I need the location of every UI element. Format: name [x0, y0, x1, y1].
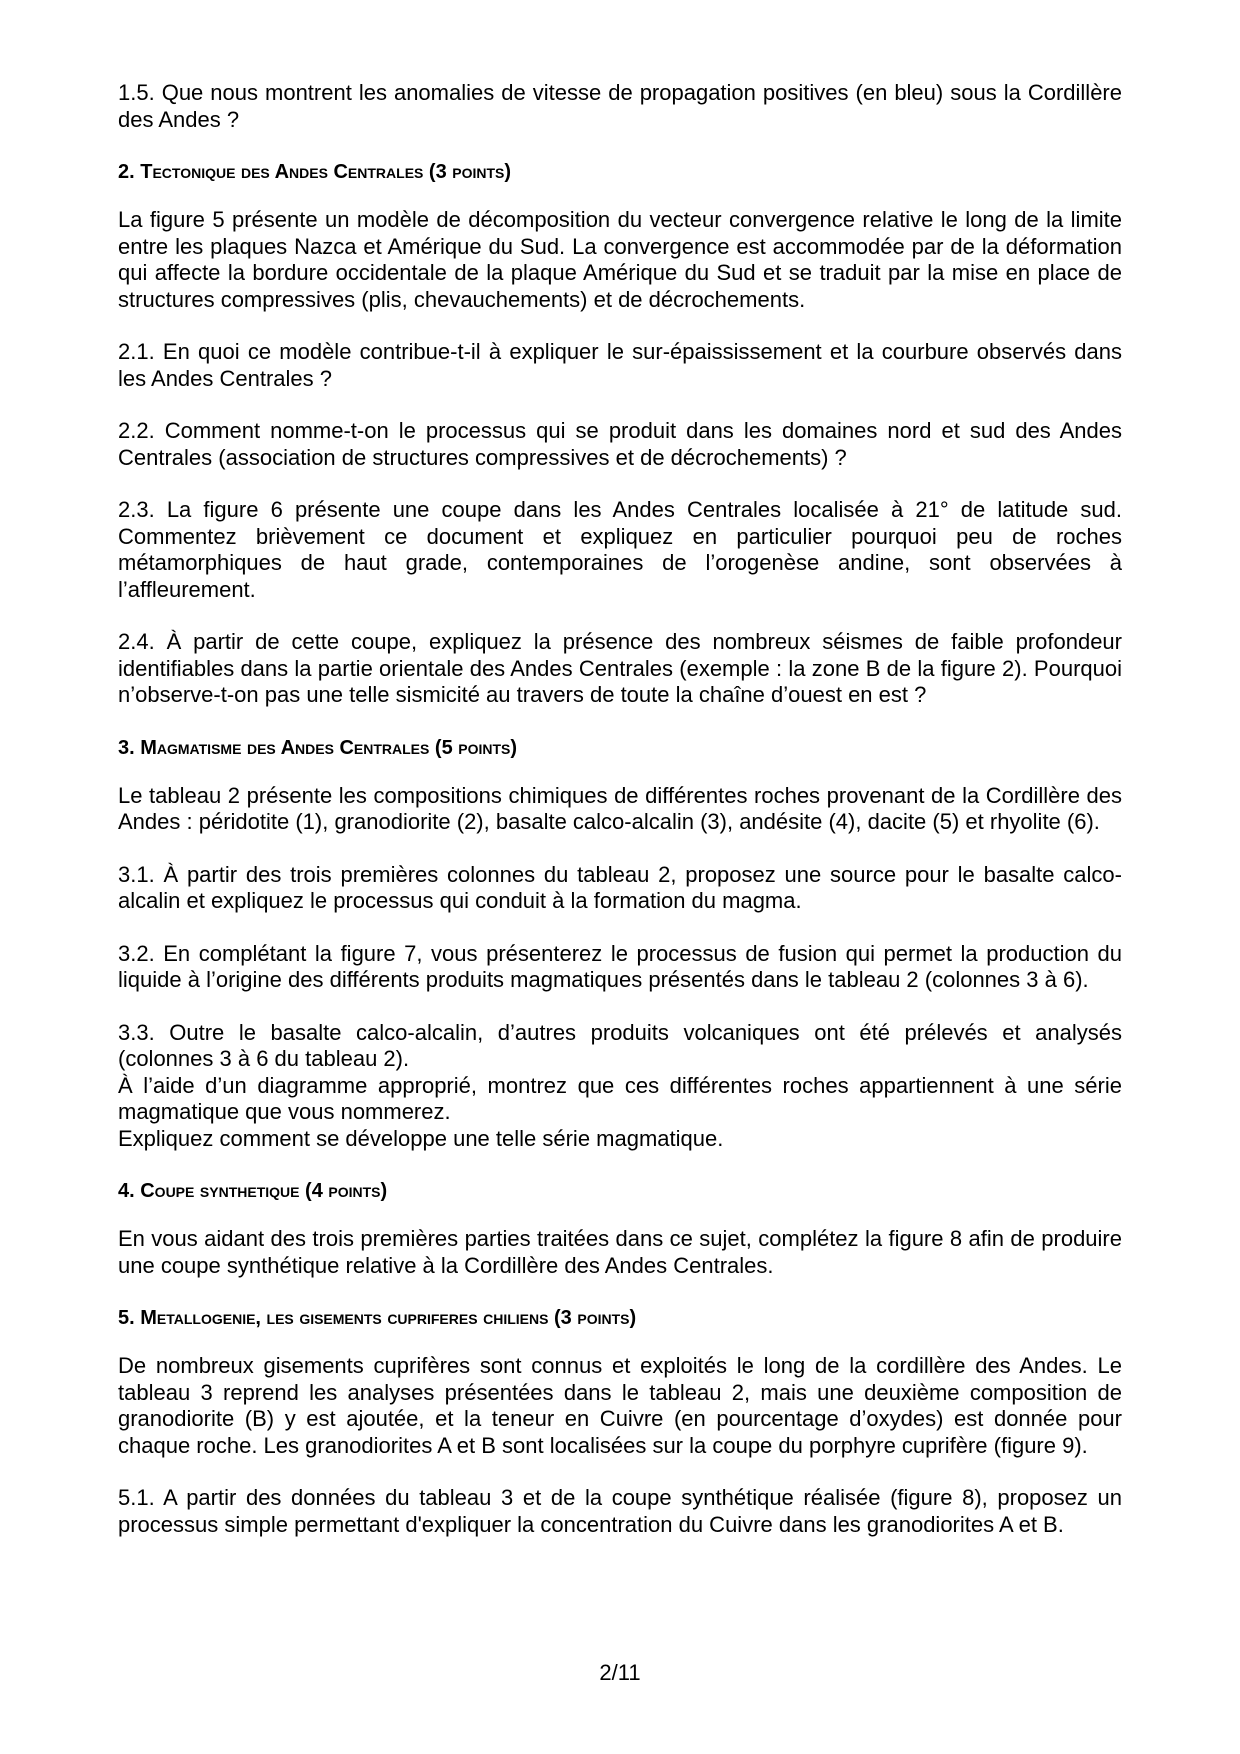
question-2-3: 2.3. La figure 6 présente une coupe dans les Andes Centrales localisée à 21° de latitude sud. Commentez brièvement ce document et expliquez en particulier pourquoi peu de roches métamorphiques de haut grade, contemporaines de l’orogenèse andine, sont observées à l’affleurement.: [118, 497, 1122, 602]
question-3-1: 3.1. À partir des trois premières colonnes du tableau 2, proposez une source pour le basalte calco-alcalin et expliquez le processus qui conduit à la formation du magma.: [118, 861, 1122, 913]
question-3-2: 3.2. En complétant la figure 7, vous présenterez le processus de fusion qui permet la production du liquide à l’origine des différents produits magmatiques présentés dans le tableau 2 (colonnes 3 à 6).: [118, 940, 1122, 992]
question-2-1: 2.1. En quoi ce modèle contribue-t-il à expliquer le sur-épaississement et la courbure observés dans les Andes Centrales ?: [118, 339, 1122, 391]
section-3-heading: 3. Magmatisme des Andes Centrales (5 points): [118, 736, 518, 759]
section-2-intro: La figure 5 présente un modèle de décomposition du vecteur convergence relative le long de la limite entre les plaques Nazca et Amérique du Sud. La convergence est accommodée par de la déformation qui affecte la bordure occidentale de la plaque Amérique du Sud et se traduit par la mise en place de structures compressives (plis, chevauchements) et de décrochements.: [118, 207, 1122, 312]
question-2-4: 2.4. À partir de cette coupe, expliquez la présence des nombreux séismes de faible profondeur identifiables dans la partie orientale des Andes Centrales (exemple : la zone B de la figure 2). Pourquoi n’observe-t-on pas une telle sismicité au travers de toute la chaîne d’ouest en est ?: [118, 629, 1122, 707]
section-4-intro: En vous aidant des trois premières parties traitées dans ce sujet, complétez la figure 8 afin de produire une coupe synthétique relative à la Cordillère des Andes Centrales.: [118, 1226, 1122, 1278]
section-4-heading: 4. Coupe synthetique (4 points): [118, 1180, 388, 1202]
question-1-5: 1.5. Que nous montrent les anomalies de vitesse de propagation positives (en bleu) sous la Cordillère des Andes ?: [118, 80, 1122, 132]
document-page: [118, 80, 1122, 1564]
page-number: 2/11: [599, 1660, 641, 1685]
question-5-1: 5.1. A partir des données du tableau 3 et de la coupe synthétique réalisée (figure 8), proposez un processus simple permettant d'expliquer la concentration du Cuivre dans les granodiorites A et B.: [118, 1485, 1122, 1537]
section-5-heading: 5. Metallogenie, les gisements cupriferes chiliens (3 points): [118, 1307, 637, 1329]
question-3-3-part-c: Expliquez comment se développe une telle série magmatique.: [118, 1125, 724, 1151]
question-3-3-part-a: 3.3. Outre le basalte calco-alcalin, d’autres produits volcaniques ont été prélevés et analysés (colonnes 3 à 6 du tableau 2).: [118, 1019, 1122, 1071]
question-2-2: 2.2. Comment nomme-t-on le processus qui se produit dans les domaines nord et sud des Andes Centrales (association de structures compressives et de décrochements) ?: [118, 418, 1122, 470]
question-3-3-part-b: À l’aide d’un diagramme approprié, montrez que ces différentes roches appartiennent à une série magmatique que vous nommerez.: [118, 1072, 1122, 1124]
section-3-intro: Le tableau 2 présente les compositions chimiques de différentes roches provenant de la Cordillère des Andes : péridotite (1), granodiorite (2), basalte calco-alcalin (3), andésite (4), dacite (5) et rhyolite (6).: [118, 782, 1122, 834]
section-5-intro: De nombreux gisements cuprifères sont connus et exploités le long de la cordillère des Andes. Le tableau 3 reprend les analyses présentées dans le tableau 2, mais une deuxième composition de granodiorite (B) y est ajoutée, et la teneur en Cuivre (en pourcentage d’oxydes) est donnée pour chaque roche. Les granodiorites A et B sont localisées sur la coupe du porphyre cuprifère (figure 9).: [118, 1353, 1122, 1458]
section-2-heading: 2. Tectonique des Andes Centrales (3 points): [118, 161, 512, 183]
